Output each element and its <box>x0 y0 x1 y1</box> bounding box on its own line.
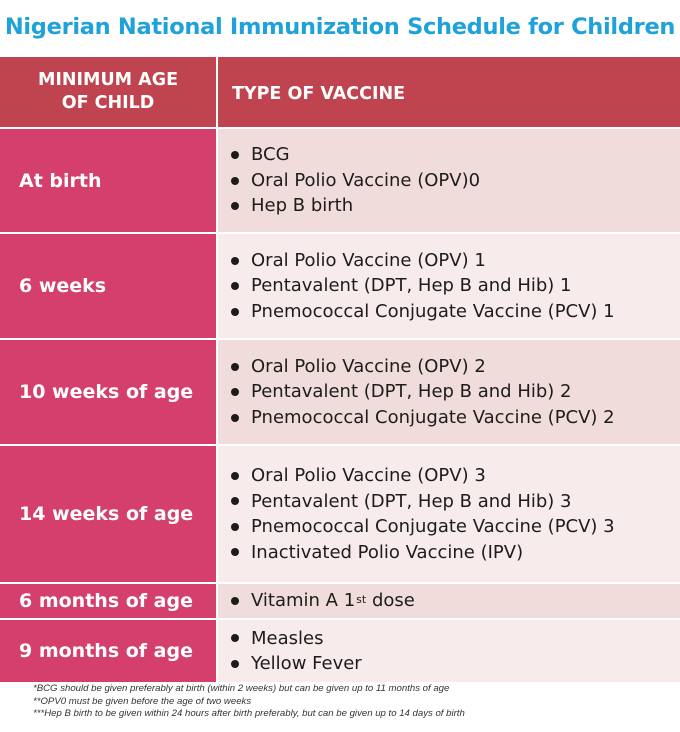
vaccine-item: Vitamin A 1 $^{st}$ dose <box>231 588 680 614</box>
bullet-icon <box>231 660 239 668</box>
age-cell: 14 weeks of age <box>0 446 218 582</box>
table-row <box>0 340 680 446</box>
bullet-icon <box>231 548 239 556</box>
bullet-icon <box>231 151 239 159</box>
bullet-icon <box>231 414 239 422</box>
vaccine-item <box>231 379 680 405</box>
vaccine-label: Oral Polio Vaccine (OPV)0 <box>251 169 481 191</box>
vaccine-label: Pentavalent (DPT, Hep B and Hib) 2 <box>251 381 572 403</box>
vaccine-label: Pnemococcal Conjugate Vaccine (PCV) 2 <box>251 406 615 428</box>
header-age-line2: OF CHILD <box>61 93 155 113</box>
vaccine-item <box>231 193 680 219</box>
vaccine-label: Hep B birth <box>251 195 354 217</box>
immunization-table <box>0 57 680 682</box>
footnote-bcg: *BCG should be given preferably at birth (within 2 weeks) but can be given up to 11 months of age <box>33 683 450 694</box>
vaccine-label: Pnemococcal Conjugate Vaccine (PCV) 3 <box>251 516 615 537</box>
table-row <box>0 446 680 584</box>
table-row <box>0 620 680 682</box>
vaccine-label: Oral Polio Vaccine (OPV) 3 <box>251 465 486 486</box>
vaccine-item <box>231 354 680 380</box>
vaccine-item <box>231 405 680 431</box>
bullet-icon <box>231 257 239 265</box>
footnote-hepb: ***Hep B birth to be given within 24 hours after birth preferably, but can be given up to 14 days of birth <box>33 708 465 719</box>
vaccine-item <box>231 514 680 540</box>
vaccine-item <box>231 540 680 566</box>
bullet-icon <box>231 634 239 642</box>
vaccine-label: Oral Polio Vaccine (OPV) 2 <box>251 355 486 377</box>
bullet-icon <box>231 497 239 505</box>
footnote-opv0: **OPV0 must be given before the age of two weeks <box>33 695 252 707</box>
bullet-icon <box>231 523 239 531</box>
vaccine-cell <box>218 234 680 338</box>
table-row <box>0 129 680 234</box>
vaccine-label: Vitamin A 1 <box>251 590 356 612</box>
table-row <box>0 584 680 620</box>
table-header <box>0 57 680 129</box>
vaccine-item <box>231 248 680 274</box>
vaccine-label: Inactivated Polio Vaccine (IPV) <box>251 541 524 563</box>
vaccine-label: Pentavalent (DPT, Hep B and Hib) 3 <box>251 490 572 512</box>
bullet-icon <box>231 388 239 396</box>
footnotes <box>33 683 465 721</box>
vaccine-label: BCG <box>251 144 290 166</box>
vaccine-cell <box>218 129 680 232</box>
header-age-line1: MINIMUM AGE <box>37 70 179 90</box>
vaccine-label: Oral Polio Vaccine (OPV) 1 <box>251 249 486 271</box>
vaccine-cell <box>218 340 680 444</box>
bullet-icon <box>231 308 239 316</box>
age-cell: 10 weeks of age <box>0 340 218 444</box>
vaccine-item <box>231 489 680 515</box>
age-cell: At birth <box>0 129 218 232</box>
age-cell: 9 months of age <box>0 620 218 682</box>
age-cell: 6 months of age <box>0 584 218 618</box>
age-cell: 6 weeks <box>0 234 218 338</box>
vaccine-item <box>231 463 680 489</box>
vaccine-cell <box>218 620 680 682</box>
bullet-icon <box>231 177 239 185</box>
header-vaccine-type: TYPE OF VACCINE <box>232 84 406 104</box>
vaccine-item <box>231 626 680 652</box>
table-row <box>0 234 680 340</box>
vaccine-label: Measles <box>251 627 324 649</box>
vaccine-label: Pnemococcal Conjugate Vaccine (PCV) 1 <box>251 300 615 322</box>
header-minimum-age <box>0 57 218 127</box>
vaccine-label: Pentavalent (DPT, Hep B and Hib) 1 <box>251 275 572 297</box>
bullet-icon <box>231 202 239 210</box>
vaccine-item <box>231 273 680 299</box>
bullet-icon <box>231 472 239 480</box>
bullet-icon <box>231 282 239 290</box>
vaccine-cell <box>218 584 680 618</box>
page-title: Nigerian National Immunization Schedule for Children <box>4 14 676 40</box>
bullet-icon <box>231 363 239 371</box>
vaccine-item <box>231 299 680 325</box>
bullet-icon <box>231 597 239 605</box>
vaccine-label: Yellow Fever <box>251 653 362 674</box>
vaccine-item <box>231 142 680 168</box>
vaccine-label-suffix: dose <box>366 590 415 612</box>
vaccine-item <box>231 168 680 194</box>
vaccine-item <box>231 651 680 677</box>
vaccine-cell <box>218 446 680 582</box>
